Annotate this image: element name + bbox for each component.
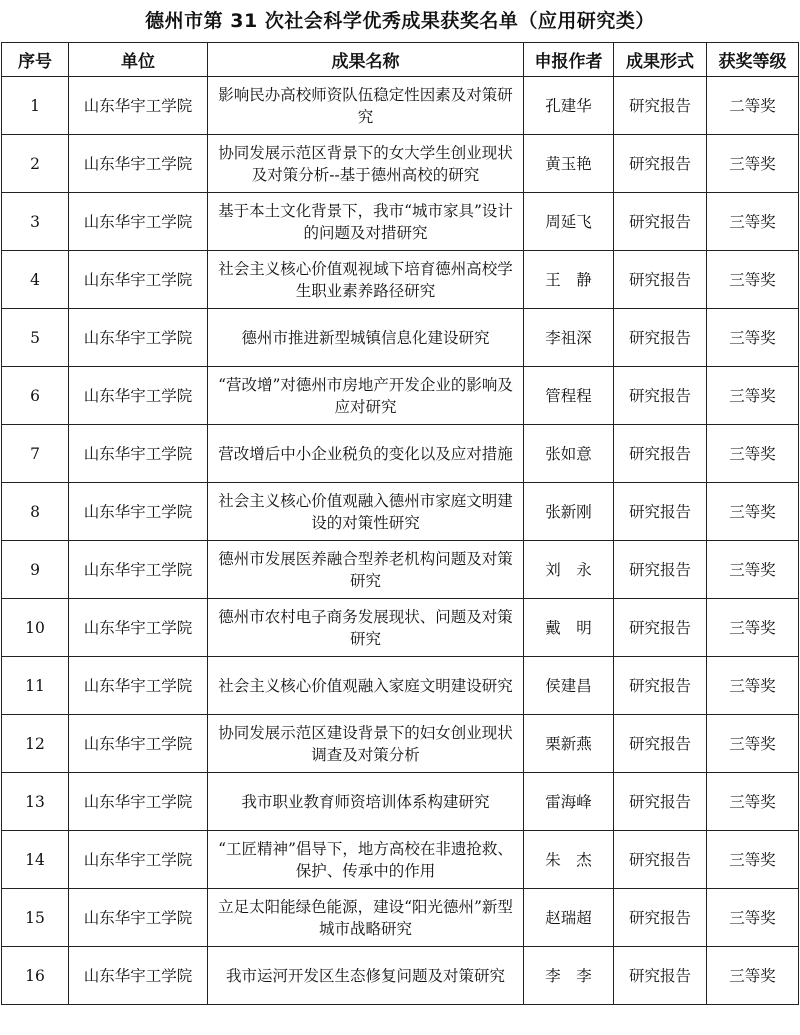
cell-unit: 山东华宇工学院: [69, 425, 208, 483]
header-name: 成果名称: [208, 43, 524, 77]
cell-unit: 山东华宇工学院: [69, 367, 208, 425]
cell-form: 研究报告: [614, 889, 707, 947]
cell-level: 三等奖: [707, 483, 799, 541]
cell-author: 侯建昌: [524, 657, 614, 715]
cell-level: 三等奖: [707, 715, 799, 773]
cell-author: 孔建华: [524, 77, 614, 135]
cell-unit: 山东华宇工学院: [69, 77, 208, 135]
cell-unit: 山东华宇工学院: [69, 193, 208, 251]
cell-level: 三等奖: [707, 831, 799, 889]
cell-no: 12: [2, 715, 69, 773]
cell-name: 社会主义核心价值观视域下培育德州高校学生职业素养路径研究: [208, 251, 524, 309]
cell-no: 4: [2, 251, 69, 309]
table-row: [2, 77, 799, 135]
table-row: [2, 425, 799, 483]
table-row: [2, 889, 799, 947]
cell-no: 2: [2, 135, 69, 193]
cell-no: 7: [2, 425, 69, 483]
header-author: 申报作者: [524, 43, 614, 77]
cell-level: 三等奖: [707, 773, 799, 831]
cell-form: 研究报告: [614, 773, 707, 831]
cell-name: 立足太阳能绿色能源，建设“阳光德州”新型城市战略研究: [208, 889, 524, 947]
cell-author: 黄玉艳: [524, 135, 614, 193]
cell-unit: 山东华宇工学院: [69, 483, 208, 541]
cell-unit: 山东华宇工学院: [69, 135, 208, 193]
cell-form: 研究报告: [614, 657, 707, 715]
cell-author: 赵瑞超: [524, 889, 614, 947]
cell-no: 3: [2, 193, 69, 251]
cell-author: 张如意: [524, 425, 614, 483]
cell-unit: 山东华宇工学院: [69, 251, 208, 309]
cell-form: 研究报告: [614, 193, 707, 251]
cell-no: 11: [2, 657, 69, 715]
cell-name: “工匠精神”倡导下，地方高校在非遗抢救、保护、传承中的作用: [208, 831, 524, 889]
cell-author: 张新刚: [524, 483, 614, 541]
cell-level: 三等奖: [707, 889, 799, 947]
table-row: [2, 251, 799, 309]
table-row: [2, 367, 799, 425]
cell-name: 德州市发展医养融合型养老机构问题及对策研究: [208, 541, 524, 599]
cell-form: 研究报告: [614, 135, 707, 193]
cell-level: 三等奖: [707, 309, 799, 367]
cell-no: 15: [2, 889, 69, 947]
cell-author: 李 李: [524, 947, 614, 1005]
cell-no: 1: [2, 77, 69, 135]
document-title: 德州市第 31 次社会科学优秀成果获奖名单（应用研究类）: [145, 10, 655, 32]
cell-author: 刘 永: [524, 541, 614, 599]
header-row: [2, 43, 799, 77]
cell-unit: 山东华宇工学院: [69, 541, 208, 599]
table-row: [2, 193, 799, 251]
table-row: [2, 599, 799, 657]
cell-form: 研究报告: [614, 831, 707, 889]
cell-no: 6: [2, 367, 69, 425]
cell-unit: 山东华宇工学院: [69, 657, 208, 715]
table-header: [2, 43, 799, 77]
cell-form: 研究报告: [614, 309, 707, 367]
cell-name: 德州市推进新型城镇信息化建设研究: [208, 309, 524, 367]
cell-level: 三等奖: [707, 367, 799, 425]
cell-no: 10: [2, 599, 69, 657]
table-row: [2, 773, 799, 831]
cell-author: 朱 杰: [524, 831, 614, 889]
cell-form: 研究报告: [614, 251, 707, 309]
cell-author: 李祖深: [524, 309, 614, 367]
awards-table: [1, 42, 799, 1005]
cell-name: 我市运河开发区生态修复问题及对策研究: [208, 947, 524, 1005]
cell-unit: 山东华宇工学院: [69, 947, 208, 1005]
header-unit: 单位: [69, 43, 208, 77]
cell-level: 三等奖: [707, 193, 799, 251]
table-row: [2, 309, 799, 367]
cell-level: 三等奖: [707, 657, 799, 715]
cell-unit: 山东华宇工学院: [69, 831, 208, 889]
cell-no: 9: [2, 541, 69, 599]
cell-author: 栗新燕: [524, 715, 614, 773]
cell-no: 14: [2, 831, 69, 889]
cell-name: “营改增”对德州市房地产开发企业的影响及应对研究: [208, 367, 524, 425]
cell-level: 三等奖: [707, 947, 799, 1005]
cell-name: 德州市农村电子商务发展现状、问题及对策研究: [208, 599, 524, 657]
table-row: [2, 831, 799, 889]
cell-level: 三等奖: [707, 135, 799, 193]
cell-level: 三等奖: [707, 425, 799, 483]
cell-name: 社会主义核心价值观融入德州市家庭文明建设的对策性研究: [208, 483, 524, 541]
cell-name: 社会主义核心价值观融入家庭文明建设研究: [208, 657, 524, 715]
cell-name: 我市职业教育师资培训体系构建研究: [208, 773, 524, 831]
cell-author: 王 静: [524, 251, 614, 309]
cell-form: 研究报告: [614, 483, 707, 541]
cell-no: 13: [2, 773, 69, 831]
cell-author: 戴 明: [524, 599, 614, 657]
cell-no: 5: [2, 309, 69, 367]
cell-level: 三等奖: [707, 541, 799, 599]
header-no: 序号: [2, 43, 69, 77]
cell-no: 8: [2, 483, 69, 541]
cell-level: 二等奖: [707, 77, 799, 135]
table-body: [2, 77, 799, 1005]
cell-name: 协同发展示范区背景下的女大学生创业现状及对策分析--基于德州高校的研究: [208, 135, 524, 193]
cell-form: 研究报告: [614, 425, 707, 483]
table-row: [2, 483, 799, 541]
cell-author: 周延飞: [524, 193, 614, 251]
cell-form: 研究报告: [614, 367, 707, 425]
table-row: [2, 541, 799, 599]
cell-author: 雷海峰: [524, 773, 614, 831]
cell-name: 基于本土文化背景下，我市“城市家具”设计的问题及对措研究: [208, 193, 524, 251]
cell-level: 三等奖: [707, 599, 799, 657]
cell-form: 研究报告: [614, 599, 707, 657]
table-row: [2, 657, 799, 715]
header-level: 获奖等级: [707, 43, 799, 77]
cell-name: 协同发展示范区建设背景下的妇女创业现状调查及对策分析: [208, 715, 524, 773]
cell-form: 研究报告: [614, 77, 707, 135]
cell-name: 影响民办高校师资队伍稳定性因素及对策研究: [208, 77, 524, 135]
table-row: [2, 947, 799, 1005]
cell-level: 三等奖: [707, 251, 799, 309]
cell-unit: 山东华宇工学院: [69, 309, 208, 367]
cell-form: 研究报告: [614, 715, 707, 773]
header-form: 成果形式: [614, 43, 707, 77]
cell-author: 管程程: [524, 367, 614, 425]
cell-unit: 山东华宇工学院: [69, 773, 208, 831]
cell-form: 研究报告: [614, 947, 707, 1005]
cell-unit: 山东华宇工学院: [69, 599, 208, 657]
table-row: [2, 135, 799, 193]
cell-unit: 山东华宇工学院: [69, 715, 208, 773]
cell-form: 研究报告: [614, 541, 707, 599]
cell-no: 16: [2, 947, 69, 1005]
cell-name: 营改增后中小企业税负的变化以及应对措施: [208, 425, 524, 483]
cell-unit: 山东华宇工学院: [69, 889, 208, 947]
table-row: [2, 715, 799, 773]
